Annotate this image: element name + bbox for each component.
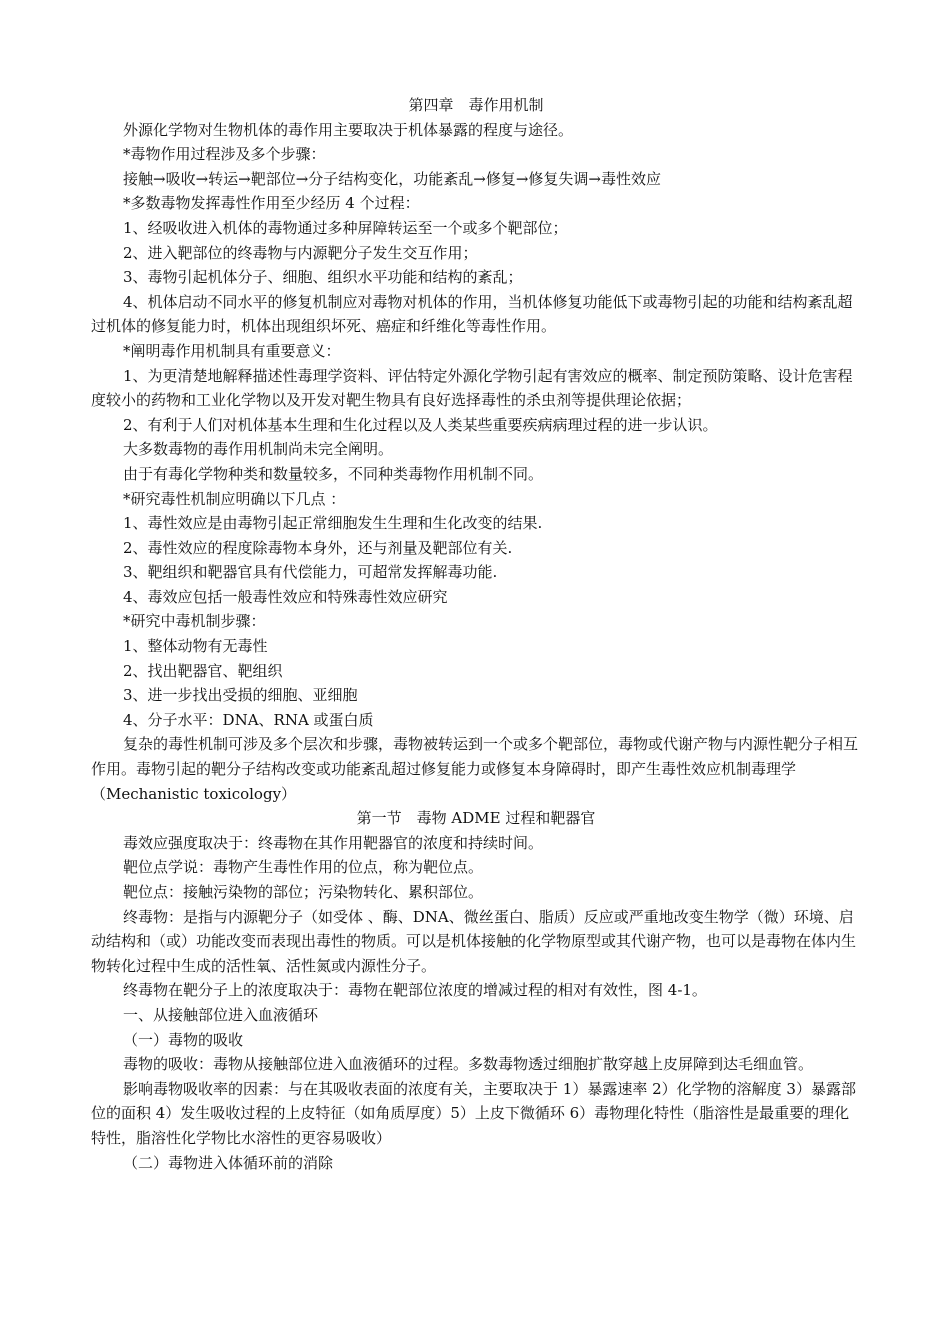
paragraph: 毒物的吸收：毒物从接触部位进入血液循环的过程。多数毒物透过细胞扩散穿越上皮屏障到达毛细血管。	[123, 1055, 814, 1074]
paragraph: （一）毒物的吸收	[123, 1030, 244, 1049]
chapter-title: 第四章 毒作用机制	[408, 96, 544, 114]
paragraph: 1、整体动物有无毒性	[123, 637, 268, 656]
paragraph: 一、从接触部位进入血液循环	[123, 1005, 319, 1024]
document-page	[91, 91, 861, 1175]
paragraph: *研究毒性机制应明确以下几点 ：	[123, 489, 346, 508]
paragraph: 3、毒物引起机体分子、细胞、组织水平功能和结构的紊乱；	[123, 268, 523, 287]
paragraph: 大多数毒物的毒作用机制尚未完全阐明。	[123, 440, 394, 459]
paragraph: 4、毒效应包括一般毒性效应和特殊毒性效应研究	[123, 587, 448, 606]
paragraph: 3、靶组织和靶器官具有代偿能力，可超常发挥解毒功能.	[123, 563, 498, 582]
paragraph: *毒物作用过程涉及多个步骤：	[123, 145, 326, 164]
paragraph: 1、为更清楚地解释描述性毒理学资料、评估特定外源化学物引起有害效应的概率、制定预防策略、设计危害程度较小的药物和工业化学物以及开发对靶生物具有良好选择毒性的杀虫剂等提供理论依据；	[91, 366, 853, 410]
paragraph: 靶位点学说：毒物产生毒性作用的位点，称为靶位点。	[123, 858, 484, 877]
paragraph: （二）毒物进入体循环前的消除	[123, 1153, 334, 1172]
paragraphs-part1	[91, 118, 861, 807]
paragraph: 3、进一步找出受损的细胞、亚细胞	[123, 686, 358, 705]
paragraphs-part2	[91, 831, 861, 1175]
paragraph: 2、进入靶部位的终毒物与内源靶分子发生交互作用；	[123, 243, 478, 262]
paragraph: 2、找出靶器官、靶组织	[123, 661, 283, 680]
paragraph: 影响毒物吸收率的因素：与在其吸收表面的浓度有关，主要取决于 1）暴露速率 2）化学物的溶解度 3）暴露部位的面积 4）发生吸收过程的上皮特征（如角质厚度）5）上皮下微循环 6）毒物理化特性（脂溶性是最重要的理化特性，脂溶性化学物比水溶性的更容易吸收）	[91, 1079, 856, 1147]
paragraph: *研究中毒机制步骤：	[123, 612, 266, 631]
paragraph: *阐明毒作用机制具有重要意义：	[123, 341, 341, 360]
section-title: 第一节 毒物 ADME 过程和靶器官	[356, 809, 596, 828]
paragraph: 靶位点：接触污染物的部位；污染物转化、累积部位。	[123, 883, 484, 901]
paragraph: 1、经吸收进入机体的毒物通过多种屏障转运至一个或多个靶部位；	[123, 218, 568, 237]
paragraph: 接触→吸收→转运→靶部位→分子结构变化，功能紊乱→修复→修复失调→毒性效应	[123, 169, 661, 188]
paragraph: 2、毒性效应的程度除毒物本身外，还与剂量及靶部位有关.	[123, 538, 513, 557]
paragraph: 毒效应强度取决于：终毒物在其作用靶器官的浓度和持续时间。	[123, 833, 544, 852]
paragraph: 4、分子水平：DNA、RNA 或蛋白质	[123, 710, 374, 729]
paragraph: 复杂的毒性机制可涉及多个层次和步骤，毒物被转运到一个或多个靶部位，毒物或代谢产物与内源性靶分子相互作用。毒物引起的靶分子结构改变或功能紊乱超过修复能力或修复本身障碍时，即产生毒性效应机制毒理学（Mechanistic toxicology）	[91, 735, 859, 803]
paragraph: *多数毒物发挥毒性作用至少经历 4 个过程：	[123, 194, 420, 213]
paragraph: 外源化学物对生物机体的毒作用主要取决于机体暴露的程度与途径。	[123, 120, 574, 139]
paragraph: 由于有毒化学物种类和数量较多，不同种类毒物作用机制不同。	[123, 464, 544, 483]
paragraph: 1、毒性效应是由毒物引起正常细胞发生生理和生化改变的结果.	[123, 514, 543, 533]
paragraph: 2、有利于人们对机体基本生理和生化过程以及人类某些重要疾病病理过程的进一步认识。	[123, 415, 718, 434]
paragraph: 终毒物在靶分子上的浓度取决于：毒物在靶部位浓度的增减过程的相对有效性，图 4-1。	[123, 981, 707, 1000]
paragraph: 4、机体启动不同水平的修复机制应对毒物对机体的作用，当机体修复功能低下或毒物引起的功能和结构紊乱超过机体的修复能力时，机体出现组织坏死、癌症和纤维化等毒性作用。	[91, 292, 853, 336]
paragraph: 终毒物：是指与内源靶分子（如受体 、酶、DNA、微丝蛋白、脂质）反应或严重地改变生物学（微）环境、启动结构和（或）功能改变而表现出毒性的物质。可以是机体接触的化学物原型或其代谢产物，也可以是毒物在体内生物转化过程中生成的活性氧、活性氮或内源性分子。	[91, 907, 857, 975]
